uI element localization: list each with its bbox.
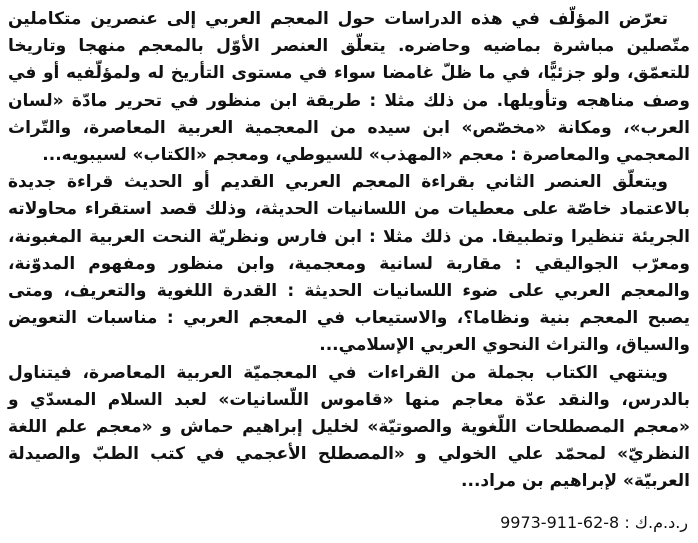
paragraph-second-element: ويتعلّق العنصر الثاني بقراءة المعجم العربي القديم أو الحديث قراءة جديدة بالاعتماد خاصّة على معطيات من اللسانيات الحديثة، وذلك قصد استقراء محاولاته الجريئة تنظيرا وتطبيقا. من ذلك مثلا : ابن فارس ونظريّة النحت العربية المغبونة، ومعرّب الجواليقي : مقاربة لسانية ومعجمية، وابن منظور ومفهوم المدوّنة، والمعجم العربي على ضوء اللسانيات الحديثة : القدرة اللغوية والتعريف، ومتى يصبح المعجم بنية ونظاما؟، والاستيعاب في المعجم العربي : مناسبات التعويض والسياق، والتراث النحوي العربي الإسلامي...	[8, 172, 690, 356]
document-page	[8, 6, 690, 537]
paragraph-intro: تعرّض المؤلّف في هذه الدراسات حول المعجم العربي إلى عنصرين متكاملين متّصلين مباشرة بماضيه وحاضره. يتعلّق العنصر الأوّل بالمعجم منهجا وتاريخا للتعمّق، ولو جزئيًّا، في ما ظلّ غامضا سواء في مستوى التأريخ له ولمؤلّفيه أو في وصف مناهجه وتأويلها. من ذلك مثلا : طريقة ابن منظور في تحرير مادّة «لسان العرب»، ومكانة «مخصّص» ابن سيده من المعجمية العربية المعاصرة، والتّراث المعجمي والمعاصرة : معجم «المهذب» للسيوطي، ومعجم «الكتاب» لسيبويه...	[8, 9, 690, 166]
paragraph-conclusion: وينتهي الكتاب بجملة من القراءات في المعجميّة العربية المعاصرة، فيتناول بالدرس، والنقد عدّة معاجم منها «قاموس اللّسانيات» لعبد السلام المسدّي و «معجم المصطلحات اللّغوية والصوتيّة» لخليل إبراهيم حماش و «معجم علم اللغة النظريّ» لمحمّد علي الخولي و «المصطلح الأعجمي في كتب الطبّ والصيدلة العربيّة» لإبراهيم بن مراد...	[8, 362, 690, 492]
isbn-line: ر.د.م.ك : 8-62-911-9973	[500, 513, 688, 532]
